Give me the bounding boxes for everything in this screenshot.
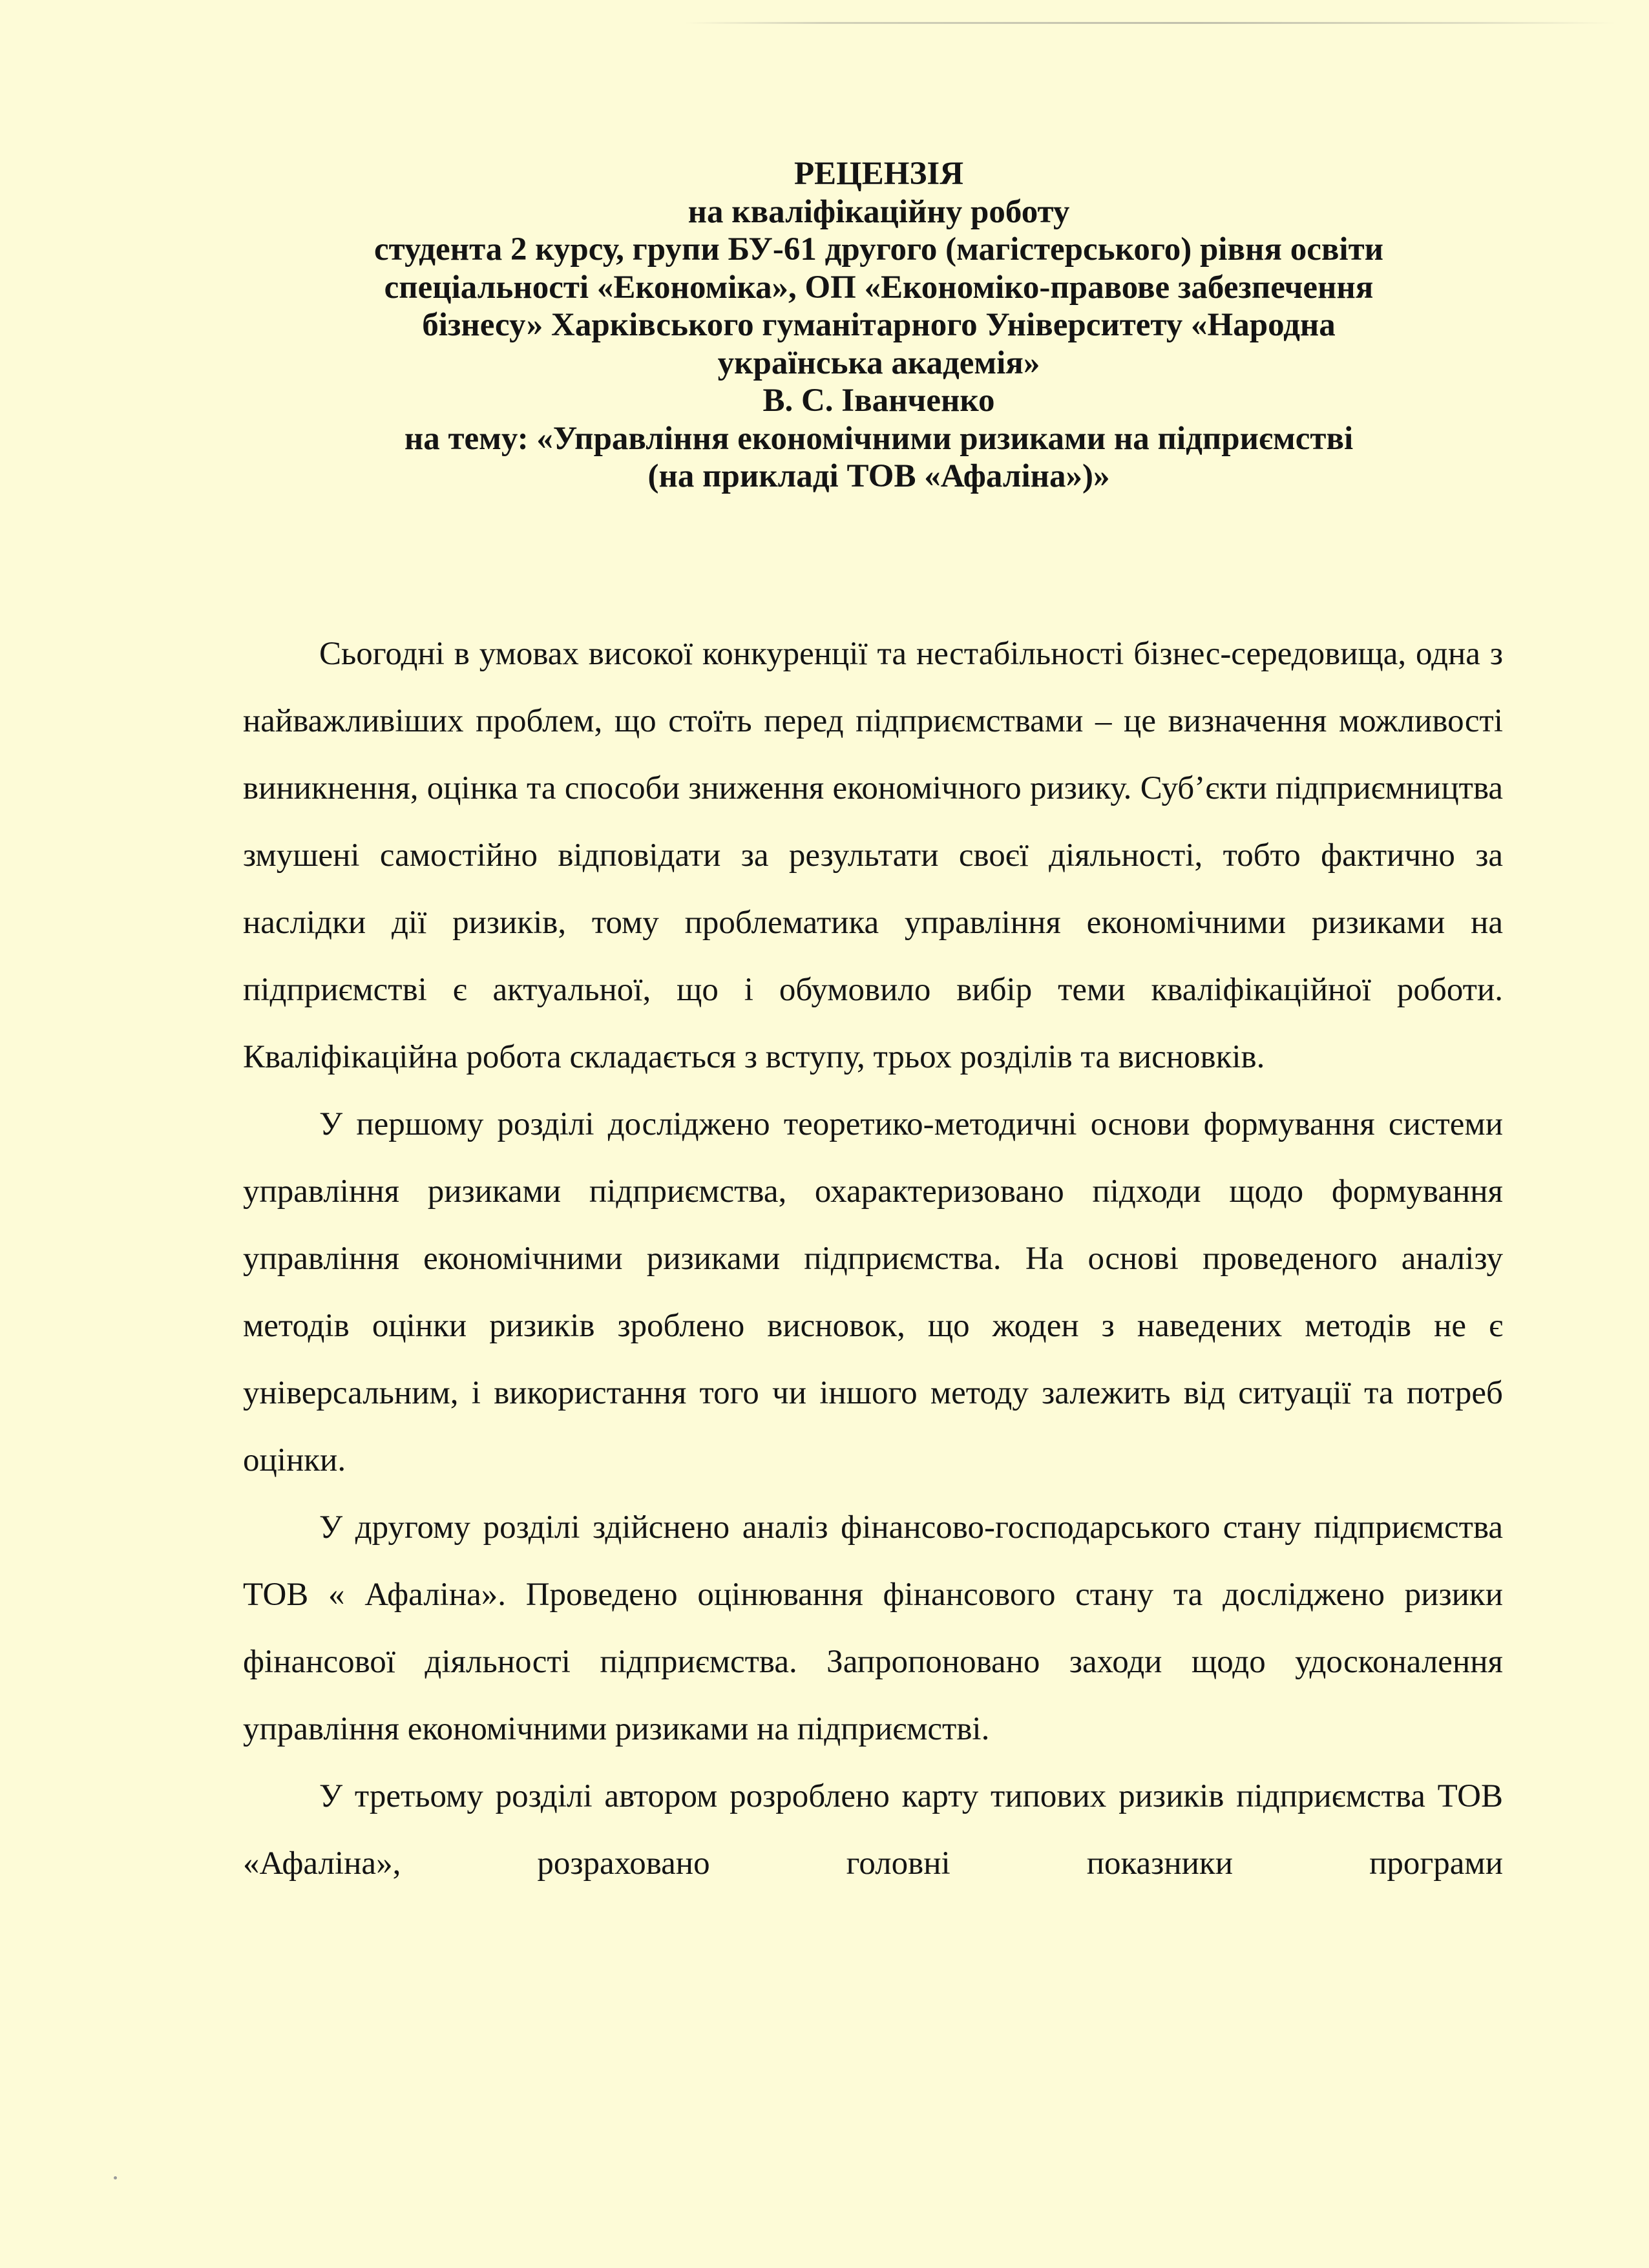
heading-line-3: спеціальності «Економіка», ОП «Економіко-правове забезпечення bbox=[384, 269, 1374, 306]
scan-artifact-line bbox=[685, 22, 1615, 24]
paragraph-section-3: У третьому розділі автором розроблено карту типових ризиків підприємства ТОВ «Афаліна», розраховано головні показники програми bbox=[243, 1778, 1503, 1882]
paragraph-intro: Сьогодні в умовах високої конкуренції та нестабільності бізнес-середовища, одна з найважливіших проблем, що стоїть перед підприємствами – це визначення можливості виникнення, оцінка та способи зниження економічного ризику. Суб’єкти підприємництва змушені самостійно відповідати за результати своєї діяльності, тобто фактично за наслідки дії ризиків, тому проблематика управління економічними ризиками на підприємстві є актуальної, що і обумовило вибір теми кваліфікаційної роботи. Кваліфікаційна робота складається з вступу, трьох розділів та висновків. bbox=[243, 636, 1503, 1075]
document-title: РЕЦЕНЗІЯ bbox=[793, 156, 964, 192]
heading-line-1: на кваліфікаційну роботу bbox=[688, 193, 1070, 230]
paragraph-section-2: У другому розділі здійснено аналіз фінансово-господарського стану підприємства ТОВ « Афаліна». Проведено оцінювання фінансового стану та досліджено ризики фінансової діяльності підприємства. Запропоновано заходи щодо удосконалення управління економічними ризиками на підприємстві. bbox=[243, 1509, 1503, 1747]
topic-line-1: на тему: «Управління економічними ризиками на підприємстві bbox=[404, 420, 1354, 457]
author-name: В. С. Іванченко bbox=[762, 383, 995, 419]
scan-speck bbox=[114, 2176, 117, 2179]
review-body bbox=[243, 620, 1503, 1897]
paragraph-section-1: У першому розділі досліджено теоретико-методичні основи формування системи управління ризиками підприємства, охарактеризовано підходи щодо формування управління економічними ризиками підприємства. На основі проведеного аналізу методів оцінки ризиків зроблено висновок, що жоден з наведених методів не є універсальним, і використання того чи іншого методу залежить від ситуації та потреб оцінки. bbox=[243, 1106, 1503, 1478]
topic-line-2: (на прикладі ТОВ «Афаліна»)» bbox=[647, 458, 1110, 494]
heading-line-5: українська академія» bbox=[717, 344, 1040, 381]
heading-line-4: бізнесу» Харківського гуманітарного Університету «Народна bbox=[422, 307, 1336, 343]
heading-line-2: студента 2 курсу, групи БУ-61 другого (магістерського) рівня освіти bbox=[373, 231, 1384, 268]
document-heading bbox=[246, 155, 1512, 496]
